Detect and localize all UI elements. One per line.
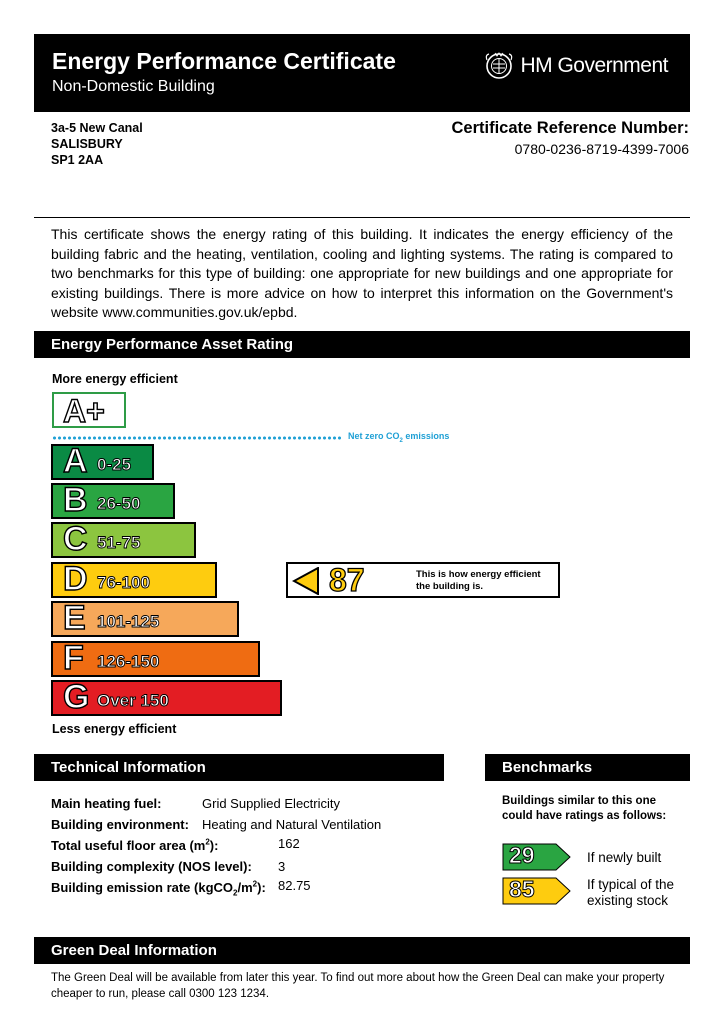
band-letter: F [63, 639, 84, 677]
band-letter: B [63, 481, 88, 519]
tech-value: Grid Supplied Electricity [202, 796, 340, 811]
intro-paragraph: This certificate shows the energy rating of this building. It indicates the energy efficiency of the building fabric and the heating, ventilation, cooling and lighting systems. The rating is compared to two benchmarks for this type of building: one appropriate for new buildings and one appropriate for existing buildings. There is more advice on how to interpret this information on the Government's website www.communities.gov.uk/epbd. [51, 226, 673, 320]
band-range: Over 150 [97, 691, 169, 710]
benchmarks-heading: Benchmarks [485, 754, 690, 781]
benchmark-existing-stock [502, 877, 572, 905]
address-line: SALISBURY [51, 137, 123, 151]
tech-label: Total useful floor area $(m^2)$: [51, 838, 219, 854]
band-aplus-letter: A+ [63, 393, 105, 429]
tech-row-emission-rate [51, 878, 311, 898]
tech-label: Main heating fuel: [51, 796, 162, 811]
gov-logo-text: HM Government [520, 54, 668, 77]
tech-value: 82.75 [278, 878, 311, 893]
band-aplus [52, 392, 126, 428]
page-subtitle: Non-Domestic Building [52, 78, 215, 95]
current-rating-indicator [286, 562, 560, 598]
tech-row-heating-fuel [51, 796, 340, 811]
band-range: 76-100 [97, 573, 150, 592]
benchmark-new-build [502, 843, 572, 871]
band-letter: A [63, 442, 88, 480]
divider [34, 217, 690, 218]
tech-row-floor-area [51, 836, 300, 854]
building-address [51, 120, 143, 168]
benchmark-desc: If typical of the existing stock [587, 877, 675, 908]
band-letter: C [63, 520, 88, 558]
tech-value: Heating and Natural Ventilation [202, 817, 382, 832]
tech-value: 162 [278, 836, 300, 851]
technical-heading: Technical Information [34, 754, 444, 781]
band-b [51, 483, 175, 519]
band-letter: D [63, 560, 88, 598]
reference-number: 0780-0236-8719-4399-7006 [514, 141, 689, 157]
current-rating-caption: This is how energy efficient the building is. [416, 569, 541, 592]
benchmarks-intro: Buildings similar to this one could have ratings as follows: [502, 795, 667, 822]
band-c [51, 522, 196, 558]
tech-label: Building emission rate $(kgCO_2/m^2)$: [51, 880, 266, 898]
reference-heading: Certificate Reference Number: [451, 119, 689, 137]
hm-government-logo [484, 52, 668, 80]
benchmark-desc: If newly built [587, 850, 662, 865]
tech-label: Building complexity (NOS level): [51, 859, 252, 874]
band-e [51, 601, 239, 637]
address-postcode: SP1 2AA [51, 153, 104, 167]
band-range: 26-50 [97, 494, 141, 513]
band-g [51, 680, 282, 716]
band-a [51, 444, 154, 480]
band-range: 51-75 [97, 533, 141, 552]
certificate-header [34, 34, 690, 112]
band-f [51, 641, 260, 677]
band-d [51, 562, 217, 598]
net-zero-label: Net zero $CO_2$ emissions [348, 431, 450, 444]
more-efficient-label: More energy efficient [52, 372, 178, 386]
benchmark-value: 29 [509, 842, 535, 868]
band-range: 126-150 [97, 652, 160, 671]
royal-crest-icon [484, 52, 514, 80]
current-rating-value: 87 [329, 562, 365, 598]
less-efficient-label: Less energy efficient [52, 722, 177, 736]
green-deal-heading: Green Deal Information [34, 937, 690, 964]
band-letter: E [63, 599, 86, 637]
tech-row-environment [51, 817, 382, 832]
tech-value: 3 [278, 859, 286, 874]
address-line: 3a-5 New Canal [51, 121, 143, 135]
page-title: Energy Performance Certificate [52, 48, 396, 74]
benchmark-value: 85 [509, 876, 535, 902]
tech-row-complexity [51, 859, 286, 874]
band-range: 0-25 [97, 455, 132, 474]
net-zero-line [52, 436, 342, 440]
tech-label: Building environment: [51, 817, 189, 832]
rating-section-heading: Energy Performance Asset Rating [34, 331, 690, 358]
band-letter: G [63, 678, 90, 716]
rating-arrow-icon [292, 567, 320, 595]
band-range: 101-125 [97, 612, 160, 631]
green-deal-text: The Green Deal will be available from later this year. To find out more about how the Green Deal can make your property cheaper to run, please call 0300 123 1234. [51, 972, 665, 1000]
